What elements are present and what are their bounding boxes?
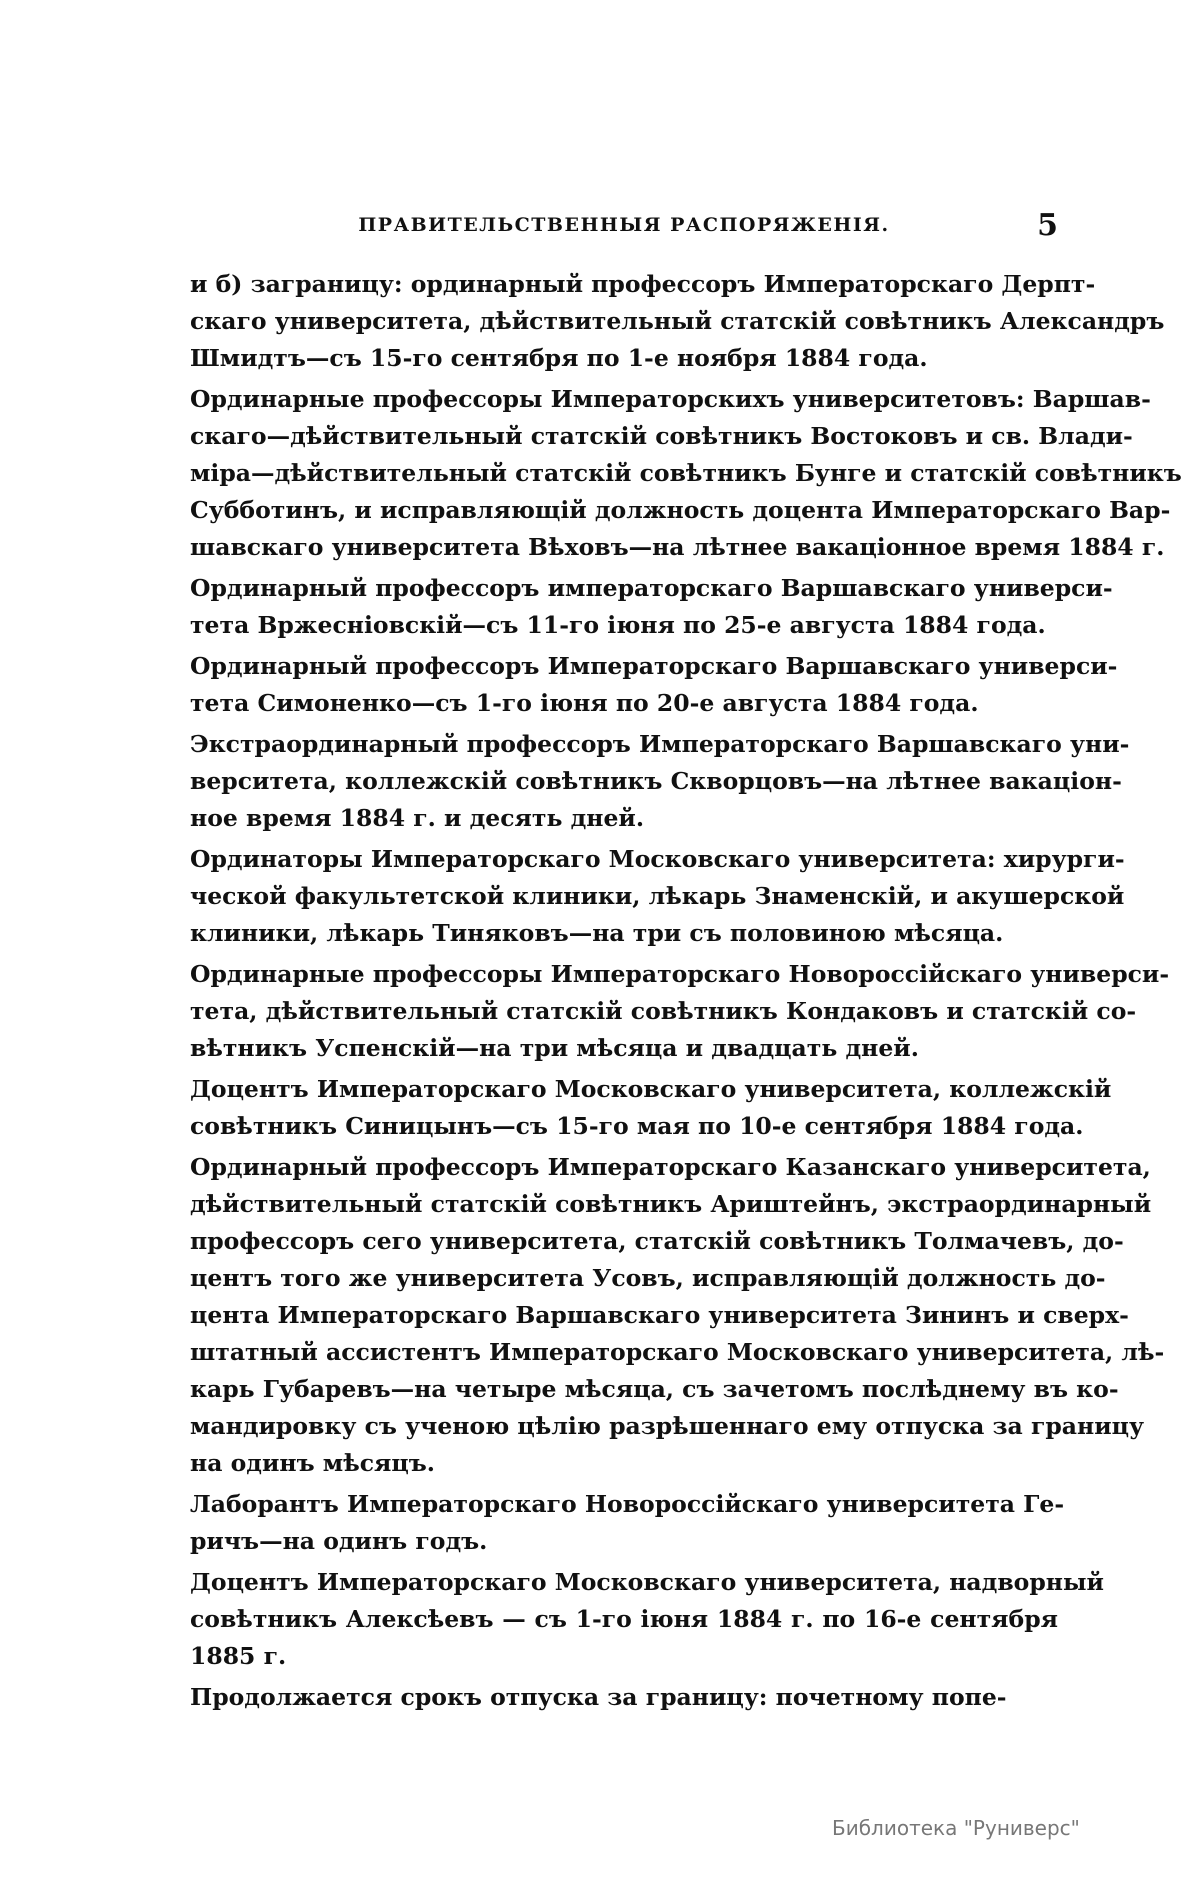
text-line: Экстраординарный профессоръ Императорскаго Варшавскаго уни- (190, 730, 1130, 758)
text-line: штатный ассистентъ Императорскаго Московскаго университета, лѣ- (190, 1338, 1165, 1366)
text-line: Ординарные профессоры Императорскаго Новороссійскаго универси- (190, 960, 1170, 988)
paragraph (190, 1486, 1065, 1560)
text-line: вѣтникъ Успенскій—на три мѣсяца и двадцать дней. (190, 1034, 919, 1062)
text-line: Ординаторы Императорскаго Московскаго университета: хирурги- (190, 845, 1125, 873)
text-body (190, 266, 1182, 1716)
paragraph (190, 648, 1118, 722)
paragraph (190, 1071, 1112, 1145)
text-line: ное время 1884 г. и десять дней. (190, 804, 645, 832)
text-line: совѣтникъ Алексѣевъ — съ 1-го іюня 1884 г. по 16-е сентября (190, 1605, 1058, 1633)
text-line: Ординарные профессоры Императорскихъ университетовъ: Варшав- (190, 385, 1151, 413)
text-line: тета Вржесніовскій—съ 11-го іюня по 25-е августа 1884 года. (190, 611, 1046, 639)
paragraph (190, 841, 1125, 952)
text-line: скаго—дѣйствительный статскій совѣтникъ Востоковъ и св. Влади- (190, 422, 1133, 450)
text-line: ческой факультетской клиники, лѣкарь Знаменскій, и акушерской (190, 882, 1125, 910)
running-title: ПРАВИТЕЛЬСТВЕННЫЯ РАСПОРЯЖЕНІЯ. (358, 214, 890, 236)
text-line: Доцентъ Императорскаго Московскаго университета, коллежскій (190, 1075, 1112, 1103)
paragraph (190, 1149, 1165, 1482)
text-line: профессоръ сего университета, статскій совѣтникъ Толмачевъ, до- (190, 1227, 1124, 1255)
running-head (190, 208, 1058, 244)
page-body (190, 208, 1182, 1720)
text-line: Ординарный профессоръ Императорскаго Казанскаго университета, (190, 1153, 1151, 1181)
paragraph (190, 381, 1182, 566)
text-line: мандировку съ ученою цѣлію разрѣшеннаго ему отпуска за границу (190, 1412, 1145, 1440)
text-line: центъ того же университета Усовъ, исправляющій должность до- (190, 1264, 1106, 1292)
watermark: Библиотека "Руниверс" (832, 1816, 1080, 1840)
text-line: ричъ—на одинъ годъ. (190, 1527, 488, 1555)
text-line: шавскаго университета Вѣховъ—на лѣтнее вакаціонное время 1884 г. (190, 533, 1165, 561)
paragraph (190, 1564, 1104, 1675)
text-line: дѣйствительный статскій совѣтникъ Ариштейнъ, экстраординарный (190, 1190, 1152, 1218)
text-line: тета, дѣйствительный статскій совѣтникъ Кондаковъ и статскій со- (190, 997, 1137, 1025)
paragraph (190, 266, 1165, 377)
text-line: Ординарный профессоръ Императорскаго Варшавскаго универси- (190, 652, 1118, 680)
text-line: 1885 г. (190, 1642, 287, 1670)
text-line: тета Симоненко—съ 1-го іюня по 20-е августа 1884 года. (190, 689, 979, 717)
text-line: скаго университета, дѣйствительный статскій совѣтникъ Александръ (190, 307, 1165, 335)
paragraph (190, 726, 1130, 837)
text-line: Субботинъ, и исправляющій должность доцента Императорскаго Вар- (190, 496, 1171, 524)
paragraph (190, 570, 1113, 644)
text-line: Ординарный профессоръ императорскаго Варшавскаго универси- (190, 574, 1113, 602)
text-line: цента Императорскаго Варшавскаго университета Зининъ и сверх- (190, 1301, 1129, 1329)
text-line: Продолжается срокъ отпуска за границу: почетному попе- (190, 1683, 1007, 1711)
page-number: 5 (1037, 208, 1058, 243)
text-line: на одинъ мѣсяцъ. (190, 1449, 435, 1477)
text-line: совѣтникъ Синицынъ—съ 15-го мая по 10-е сентября 1884 года. (190, 1112, 1084, 1140)
paragraph (190, 1679, 1058, 1716)
paragraph (190, 956, 1170, 1067)
text-line: карь Губаревъ—на четыре мѣсяца, съ зачетомъ послѣднему въ ко- (190, 1375, 1119, 1403)
text-line: Лаборантъ Императорскаго Новороссійскаго университета Ге- (190, 1490, 1065, 1518)
text-line: клиники, лѣкарь Тиняковъ—на три съ половиною мѣсяца. (190, 919, 1004, 947)
text-line: и б) заграницу: ординарный профессоръ Императорскаго Дерпт- (190, 270, 1096, 298)
text-line: Шмидтъ—съ 15-го сентября по 1-е ноября 1884 года. (190, 344, 928, 372)
text-line: Доцентъ Императорскаго Московскаго университета, надворный (190, 1568, 1104, 1596)
text-line: верситета, коллежскій совѣтникъ Скворцовъ—на лѣтнее вакаціон- (190, 767, 1122, 795)
text-line: міра—дѣйствительный статскій совѣтникъ Бунге и статскій совѣтникъ (190, 459, 1182, 487)
